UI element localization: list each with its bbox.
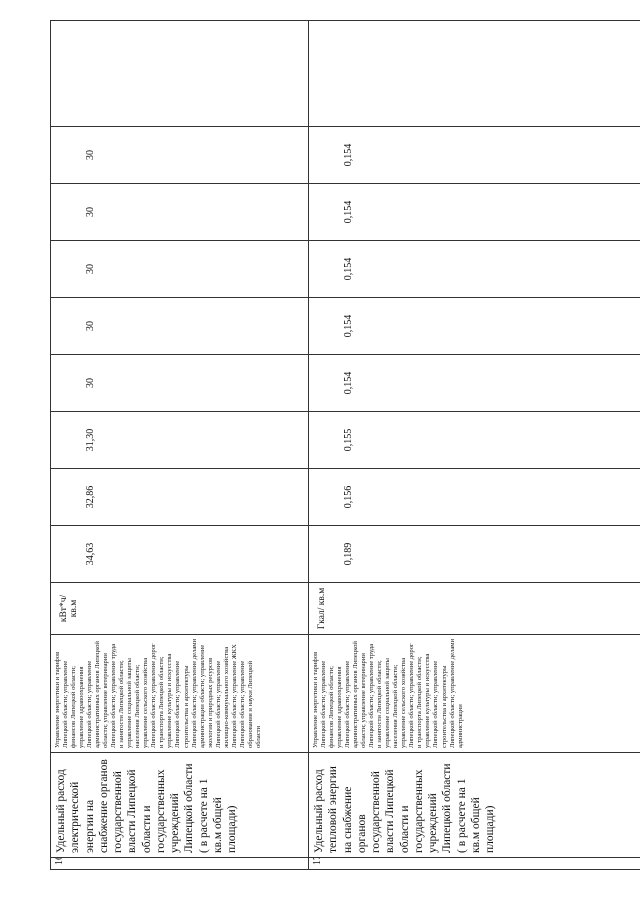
row-number: 17. <box>309 858 640 870</box>
indicator-name: Удельный расход тепловой энергии на снабжение органов государственной власти Липецкой области и государственных учреждений Липецкой области ( в расчете на 1 кв.м общей площади) <box>309 753 640 858</box>
value-cell: 30 <box>51 184 309 241</box>
value-cell: 0,154 <box>309 127 640 184</box>
value-cell: 0,154 <box>309 184 640 241</box>
indicators-table <box>50 20 640 870</box>
value-cell: 0,156 <box>309 469 640 526</box>
unit-of-measure: Гкал/ кв.м <box>309 583 640 635</box>
value-cell: 32,86 <box>51 469 309 526</box>
table-row <box>309 21 640 870</box>
value-cell: 30 <box>51 127 309 184</box>
value-cell: 0,154 <box>309 241 640 298</box>
unit-of-measure: кВт*ч/ кв.м <box>51 583 309 635</box>
value-cell: 34,63 <box>51 526 309 583</box>
value-cell: 30 <box>51 241 309 298</box>
empty-cell <box>309 21 640 127</box>
value-cell: 30 <box>51 298 309 355</box>
value-cell: 30 <box>51 355 309 412</box>
indicator-name: Удельный расход электрической энергии на снабжение органов государственной власти Липецкой области и государственных учреждений Липецкой области ( в расчете на 1 кв.м общей площади) <box>51 753 309 858</box>
value-cell: 0,155 <box>309 412 640 469</box>
empty-cell <box>51 21 309 127</box>
responsible-bodies: Управление энергетики и тарифов Липецкой области; управление финансов Липецкой области; управление здравоохранения Липецкой области; управление административных органов Липецкой области; управление ветеринарии Липецкой области; управление труда и занятости Липецкой области; управление социальной защиты населения Липецкой области; управление сельского хозяйства Липецкой области; управление дорог и транспорта Липецкой области; управление культуры и искусства Липецкой области; управление строительства и архитектуры Липецкой области; управление делами администрации <box>309 635 640 753</box>
rotated-page <box>50 20 640 870</box>
value-cell: 0,154 <box>309 355 640 412</box>
value-cell: 0,154 <box>309 298 640 355</box>
value-cell: 0,189 <box>309 526 640 583</box>
responsible-bodies: Управление энергетики и тарифов Липецкой области; управление финансов Липецкой области; управление здравоохранения Липецкой области; управление административных органов Липецкой области; управление ветеринарии Липецкой области; управление труда и занятости Липецкой области; управление социальной защиты населения Липецкой области; управление сельского хозяйства Липецкой области; управление дорог и транспорта Липецкой области; управление культуры и искусства Липецкой области; управление строительства и архитектуры Липецкой области; управление делами администрации области; управление экологии и природных ресурсов Липецкой области; управление жилищно-коммунального хозяйства Липецкой области; управление ЖКХ Липецкой области; управление образования и науки Липецкой области <box>51 635 309 753</box>
value-cell: 31,30 <box>51 412 309 469</box>
table-row <box>51 21 309 870</box>
row-number: 16. <box>51 858 309 870</box>
